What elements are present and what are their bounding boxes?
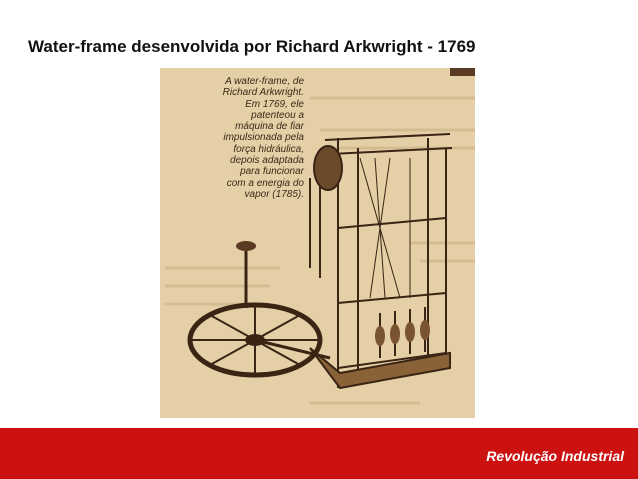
slide-title: Water-frame desenvolvida por Richard Arkwright - 1769	[28, 37, 476, 56]
top-right-bar	[450, 68, 475, 76]
bobbins	[375, 320, 430, 346]
upper-disc	[314, 146, 342, 190]
water-frame-illustration	[160, 68, 475, 418]
footer-band	[0, 428, 638, 479]
footer-label: Revolução Industrial	[486, 448, 624, 464]
spindle-top	[236, 241, 256, 251]
figure-caption: A water-frame, de Richard Arkwright. Em 1769, ele patenteou a máquina de fiar impulsionada pela força hidráulica, depois adaptada para funcionar com a energia do vapor (1785).	[222, 76, 304, 200]
